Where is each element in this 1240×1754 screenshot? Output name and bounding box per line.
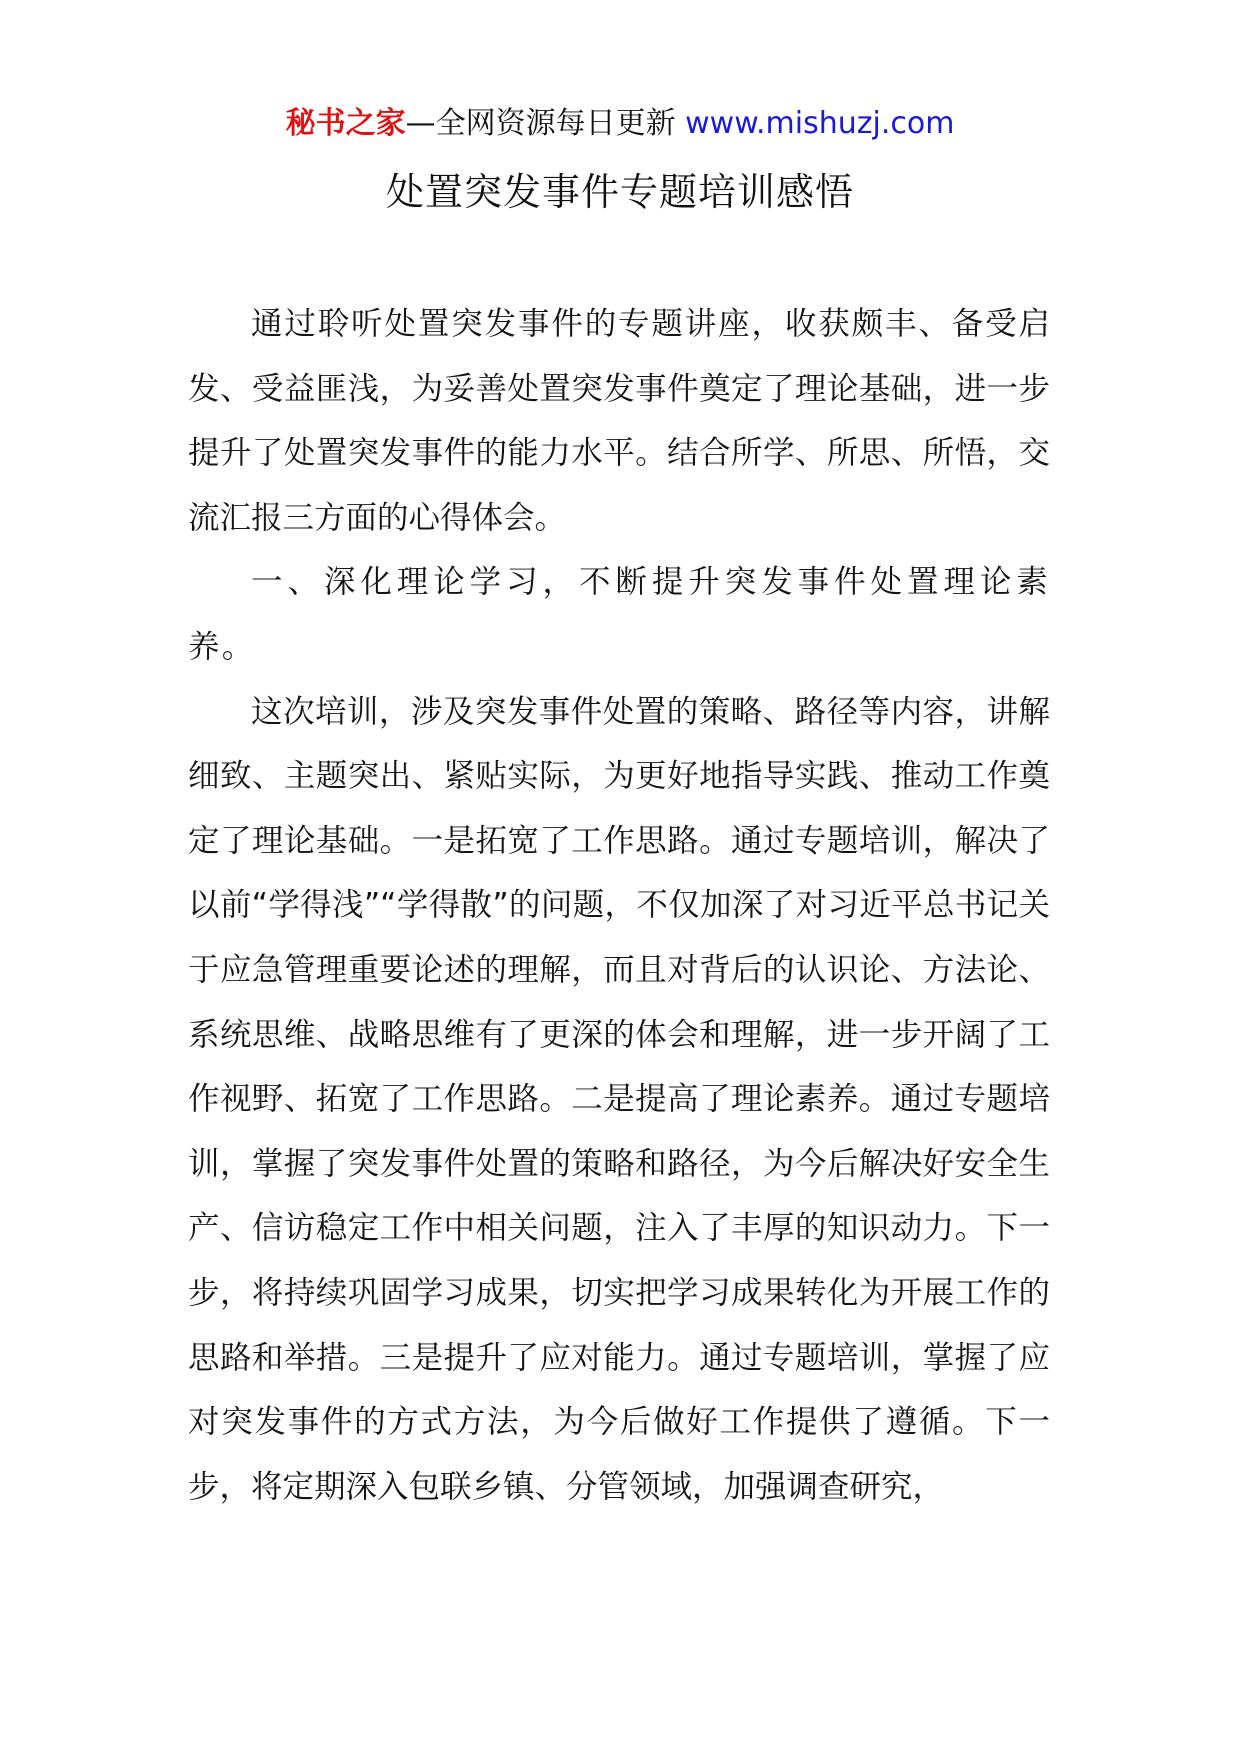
document-body	[188, 292, 1050, 1519]
site-header	[0, 102, 1240, 146]
site-slogan: —全网资源每日更新	[405, 106, 676, 141]
paragraph-intro: 通过聆听处置突发事件的专题讲座，收获颇丰、备受启发、受益匪浅，为妥善处置突发事件奠定了理论基础，进一步提升了处置突发事件的能力水平。结合所学、所思、所悟，交流汇报三方面的心得体会。	[188, 306, 1050, 536]
document-title: 处置突发事件专题培训感悟	[385, 170, 854, 214]
paragraph-section-1: 这次培训，涉及突发事件处置的策略、路径等内容，讲解细致、主题突出、紧贴实际，为更好地指导实践、推动工作奠定了理论基础。一是拓宽了工作思路。通过专题培训，解决了以前“学得浅”“学得散”的问题，不仅加深了对习近平总书记关于应急管理重要论述的理解，而且对背后的认识论、方法论、系统思维、战略思维有了更深的体会和理解，进一步开阔了工作视野、拓宽了工作思路。二是提高了理论素养。通过专题培训，掌握了突发事件处置的策略和路径，为今后解决好安全生产、信访稳定工作中相关问题，注入了丰厚的知识动力。下一步，将持续巩固学习成果，切实把学习成果转化为开展工作的思路和举措。三是提升了应对能力。通过专题培训，掌握了应对突发事件的方式方法，为今后做好工作提供了遵循。下一步，将定期深入包联乡镇、分管领域，加强调查研究，	[188, 693, 1050, 1505]
section-heading-1: 一、深化理论学习，不断提升突发事件处置理论素养。	[188, 564, 1050, 665]
site-url[interactable]: www.mishuzj.com	[685, 106, 955, 141]
site-brand: 秘书之家	[285, 106, 406, 141]
